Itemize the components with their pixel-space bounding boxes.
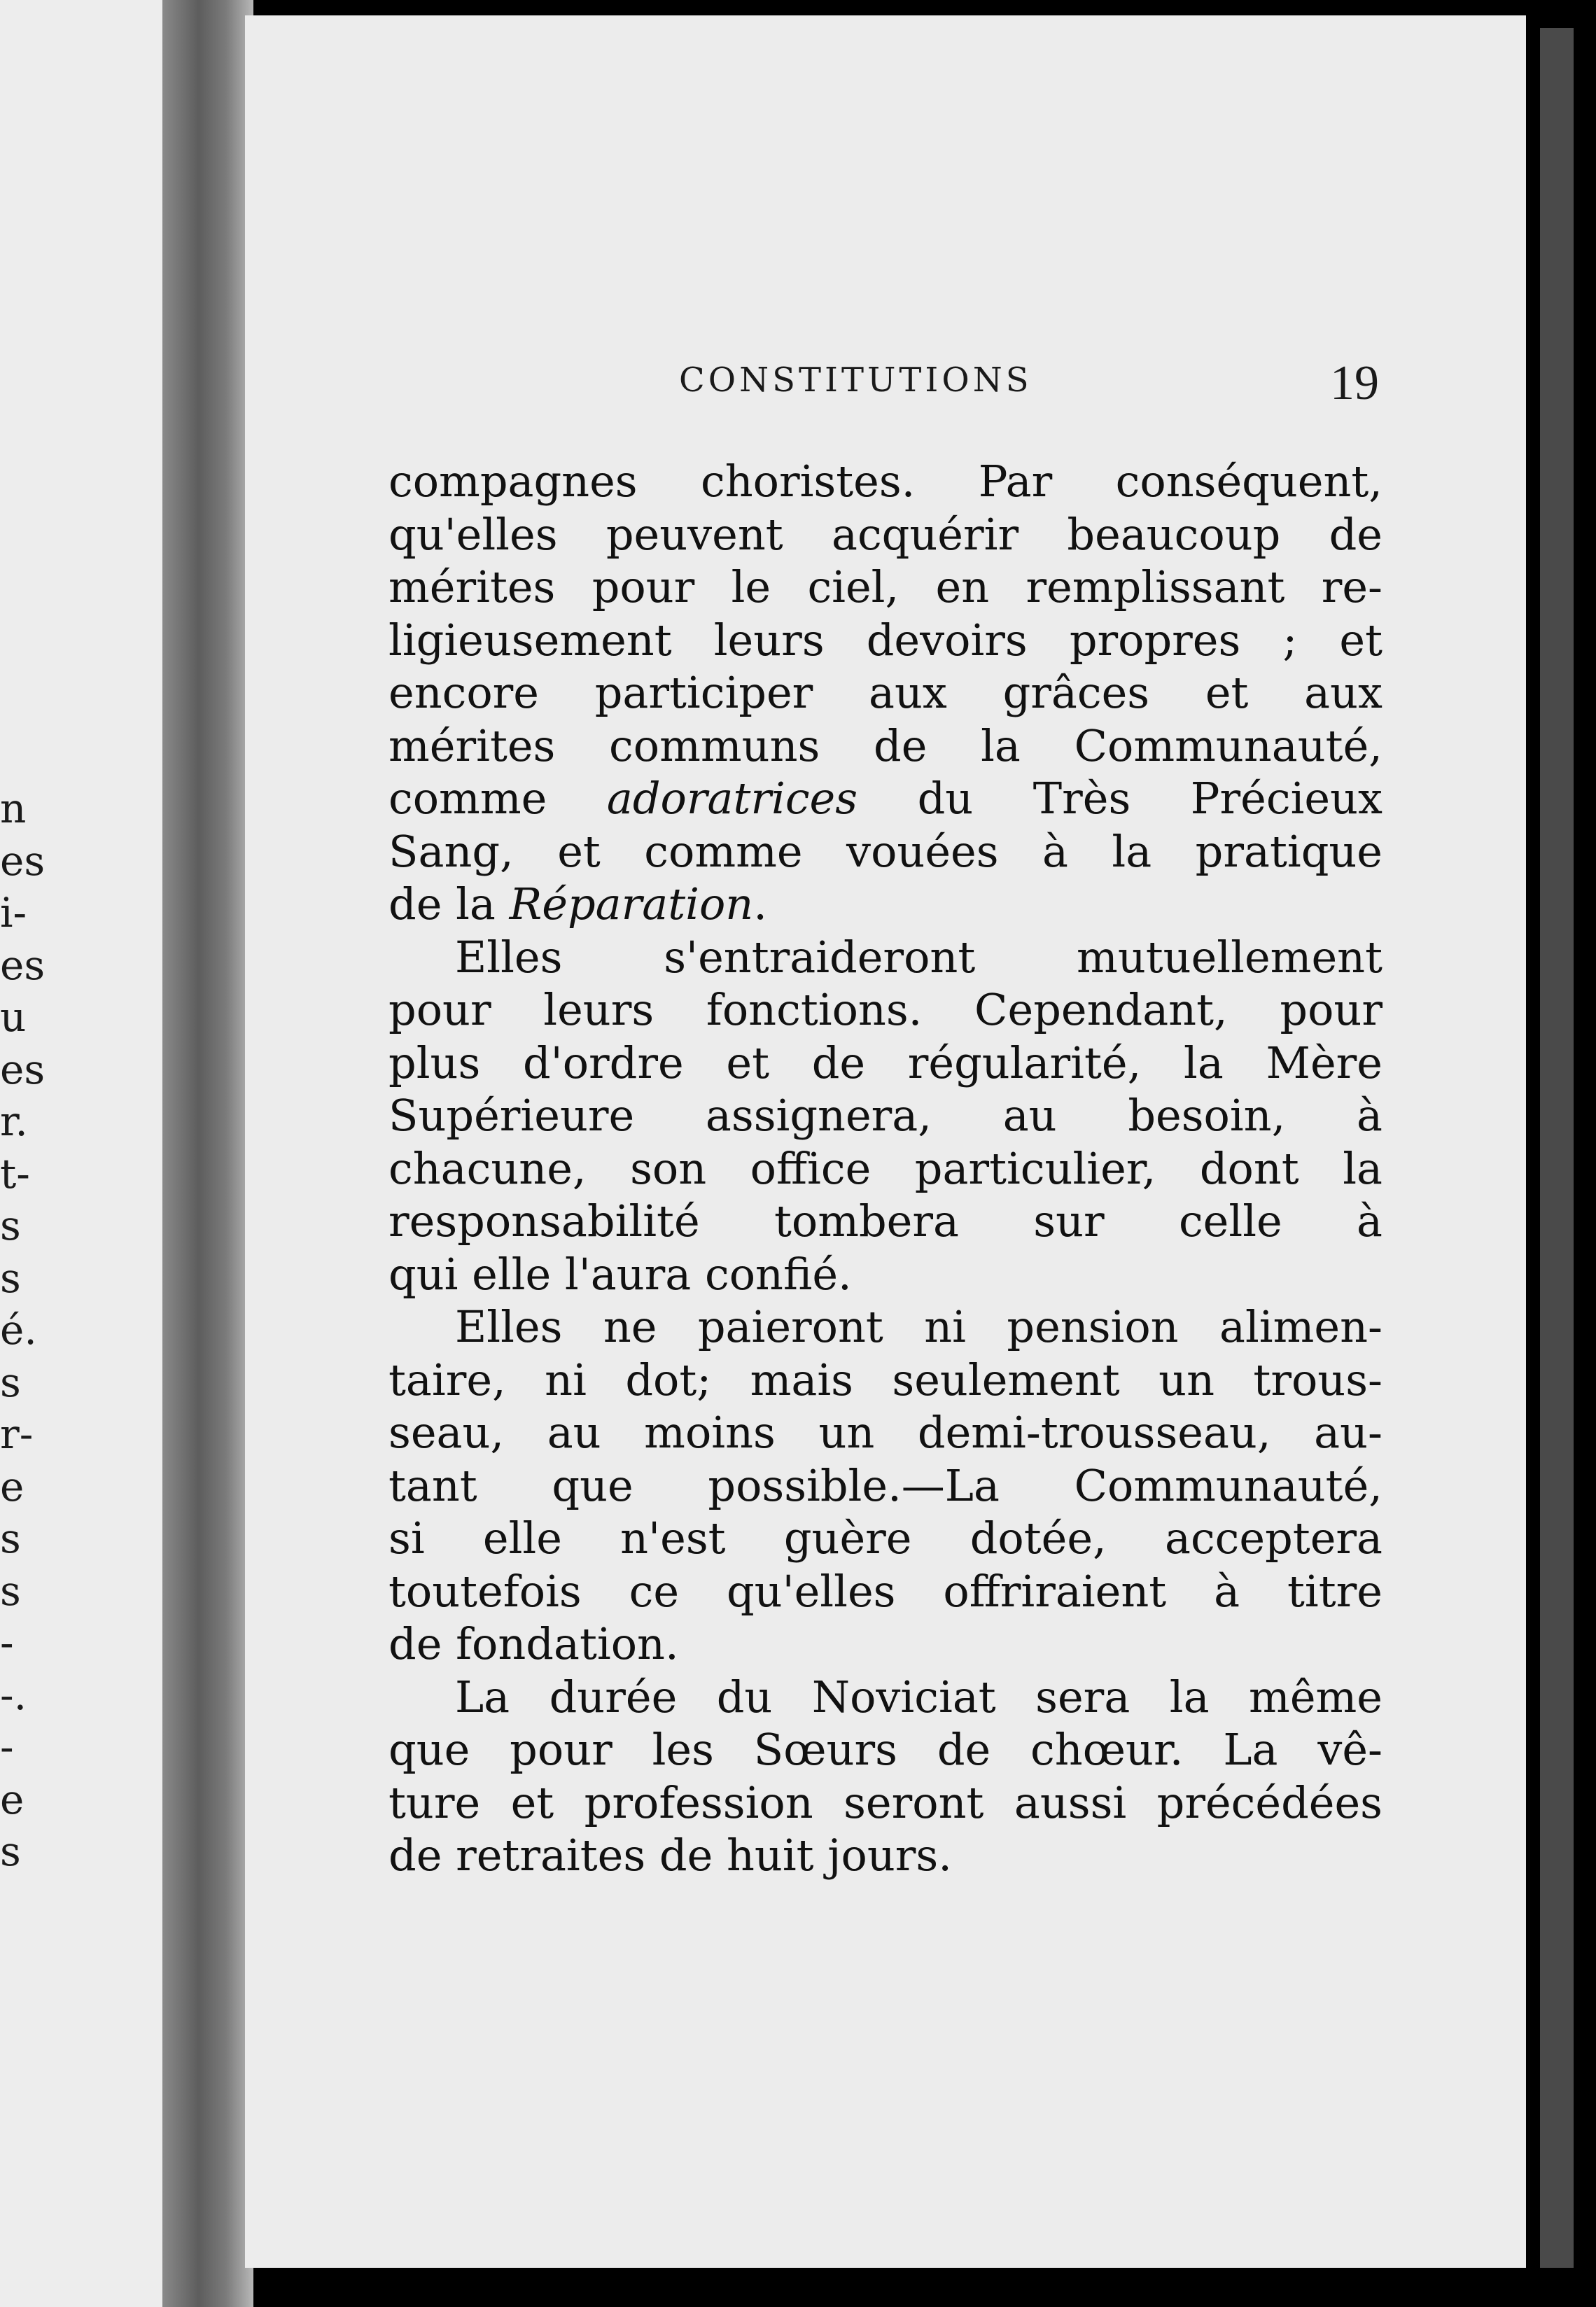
text-line <box>388 1618 1382 1671</box>
text-line <box>388 1300 1382 1354</box>
text-line <box>388 931 1382 984</box>
text-segment: plus d'ordre et de régularité, la Mère <box>388 1037 1382 1088</box>
text-segment: seau, au moins un demi-trousseau, au- <box>388 1407 1382 1458</box>
text-segment: Elles s'entraideront mutuellement <box>455 931 1382 983</box>
text-segment: de la <box>388 878 510 930</box>
left-margin-fragment: s <box>0 1828 21 1875</box>
text-line <box>388 1723 1382 1776</box>
left-margin-fragment: é. <box>0 1306 37 1354</box>
text-segment: mérites communs de la Communauté, <box>388 720 1382 771</box>
text-line <box>388 825 1382 878</box>
text-line <box>388 1671 1382 1724</box>
text-segment: Supérieure assignera, au besoin, à <box>388 1090 1382 1141</box>
left-margin-fragment: s <box>0 1202 21 1249</box>
text-line <box>388 720 1382 773</box>
text-segment: responsabilité tombera sur celle à <box>388 1195 1382 1247</box>
text-segment: toutefois ce qu'elles offriraient à titre <box>388 1565 1382 1617</box>
book-gutter <box>162 0 253 2307</box>
text-line <box>388 1459 1382 1513</box>
text-line <box>388 561 1382 614</box>
text-line <box>388 508 1382 561</box>
left-margin-fragment: s <box>0 1254 21 1302</box>
text-segment: ligieusement leurs devoirs propres ; et <box>388 614 1382 666</box>
left-margin-fragment: s <box>0 1358 21 1406</box>
text-segment: compagnes choristes. Par conséquent, <box>388 456 1382 507</box>
text-segment: chacune, son office particulier, dont la <box>388 1142 1382 1194</box>
left-page-cut-text <box>0 783 46 1878</box>
text-segment: encore participer aux grâces et aux <box>388 667 1382 718</box>
text-segment: . <box>753 878 767 930</box>
left-margin-fragment: es <box>0 941 46 989</box>
text-line <box>388 1512 1382 1565</box>
left-margin-fragment: - <box>0 1723 14 1771</box>
text-segment: qu'elles peuvent acquérir beaucoup de <box>388 508 1382 560</box>
left-margin-fragment: r. <box>0 1098 28 1145</box>
text-line <box>388 1195 1382 1248</box>
left-margin-fragment: i- <box>0 889 27 937</box>
text-segment: Sang, et comme vouées à la pratique <box>388 825 1382 877</box>
left-margin-fragment: s <box>0 1566 21 1615</box>
text-line <box>388 1089 1382 1142</box>
text-segment: La durée du Noviciat sera la même <box>455 1671 1382 1723</box>
text-line <box>388 614 1382 667</box>
page-edge-shadow <box>1540 28 1574 2268</box>
body-text <box>388 455 1382 1882</box>
text-segment: si elle n'est guère dotée, acceptera <box>388 1513 1382 1564</box>
text-line <box>388 1142 1382 1195</box>
left-margin-fragment: e <box>0 1462 24 1510</box>
left-margin-fragment: - <box>0 1619 14 1667</box>
text-segment: de retraites de huit jours. <box>388 1830 952 1881</box>
text-line <box>388 772 1382 825</box>
text-line <box>388 878 1382 931</box>
left-margin-fragment: t- <box>0 1149 30 1198</box>
text-segment: du Très Précieux <box>858 773 1382 824</box>
text-line <box>388 455 1382 508</box>
left-margin-fragment: r- <box>0 1410 34 1458</box>
text-segment: Elles ne paieront ni pension alimen- <box>455 1301 1382 1352</box>
text-line <box>388 1776 1382 1830</box>
text-line <box>388 1829 1382 1882</box>
left-margin-fragment: es <box>0 1045 46 1093</box>
text-segment: ture et profession seront aussi précédées <box>388 1776 1382 1828</box>
left-margin-fragment: e <box>0 1775 24 1823</box>
text-line <box>388 1248 1382 1301</box>
text-segment: tant que possible.—La Communauté, <box>388 1459 1382 1511</box>
text-line <box>388 1565 1382 1618</box>
left-margin-fragment: es <box>0 836 46 885</box>
italic-text: adoratrices <box>606 773 858 824</box>
text-segment: comme <box>388 773 607 824</box>
left-margin-fragment: n <box>0 785 27 832</box>
left-margin-fragment: -. <box>0 1671 27 1719</box>
text-segment: mérites pour le ciel, en remplissant re- <box>388 561 1382 612</box>
left-margin-fragment: s <box>0 1515 21 1562</box>
text-segment: pour leurs fonctions. Cependant, pour <box>388 984 1382 1035</box>
left-margin-fragment: u <box>0 993 27 1041</box>
text-line <box>388 983 1382 1037</box>
page-number: 19 <box>1330 356 1379 410</box>
text-line <box>388 1406 1382 1459</box>
text-line <box>388 1037 1382 1090</box>
italic-text: Réparation <box>509 878 754 930</box>
text-segment: que pour les Sœurs de chœur. La vê- <box>388 1724 1382 1775</box>
text-segment: qui elle l'aura confié. <box>388 1248 852 1300</box>
text-segment: taire, ni dot; mais seulement un trous- <box>388 1354 1382 1405</box>
running-title: CONSTITUTIONS <box>679 360 1032 400</box>
text-line <box>388 1354 1382 1407</box>
text-segment: de fondation. <box>388 1618 679 1669</box>
text-line <box>388 666 1382 720</box>
